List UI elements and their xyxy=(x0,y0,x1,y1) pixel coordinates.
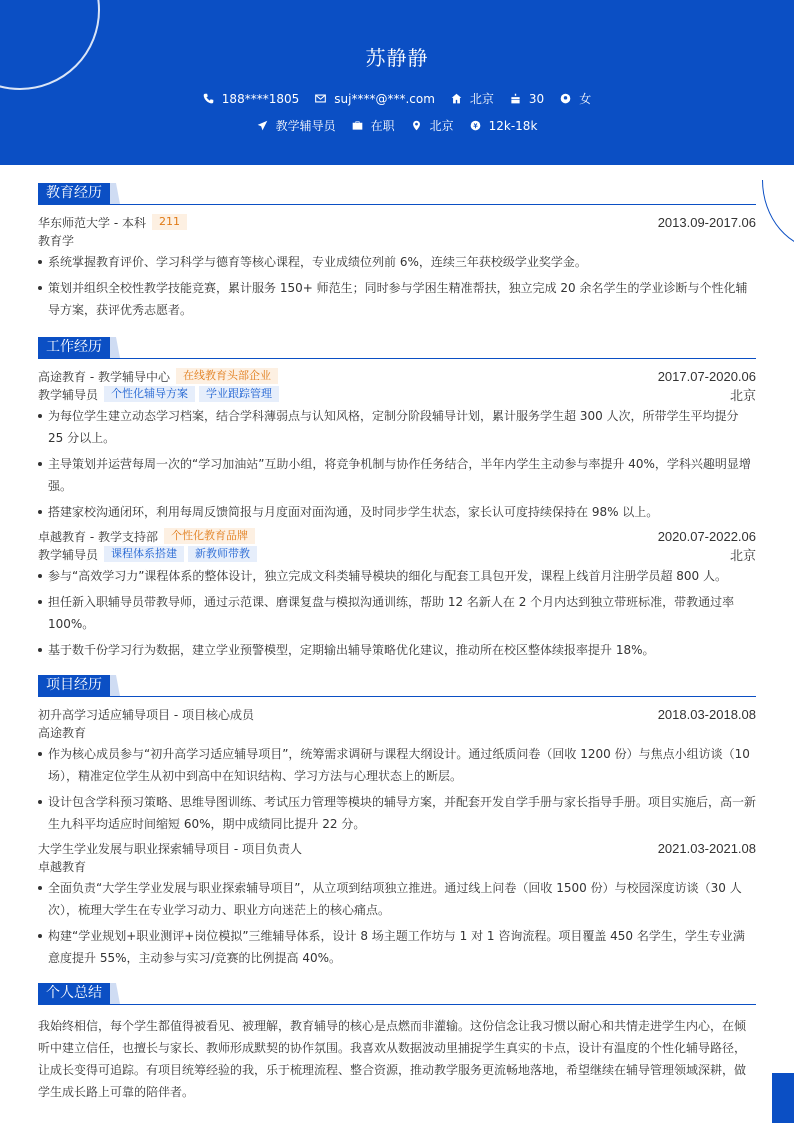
section-title: 工作经历 xyxy=(38,337,110,358)
work-section xyxy=(38,337,756,665)
salary-item xyxy=(470,119,538,133)
decorative-block xyxy=(772,1073,794,1123)
project-name: 大学生学业发展与职业探索辅导项目 - 项目负责人 xyxy=(38,841,302,856)
section-title: 个人总结 xyxy=(38,983,110,1004)
section-header xyxy=(38,675,756,697)
entry-header xyxy=(38,705,756,723)
briefcase-icon xyxy=(352,120,363,131)
list-item: 参与“高效学习力”课程体系的整体设计，独立完成文科类辅导模块的细化与配套工具包开发，课程上线首月注册学员超 800 人。 xyxy=(38,565,756,587)
work-entry xyxy=(38,527,756,661)
summary-text: 我始终相信，每个学生都值得被看见、被理解，教育辅导的核心是点燃而非灌输。这份信念让我习惯以耐心和共情走进学生内心，在倾听中建立信任，也擅长与家长、教师形成默契的协作氛围。我喜欢从数据波动里捕捉学生真实的卡点，设计有温度的个性化辅导路径，让成长变得可追踪。有项目统筹经验的我，乐于梳理流程、整合资源，推动教学服务更流畅地落地，希望继续在辅导管理领域深耕，做学生成长路上可靠的陪伴者。 xyxy=(38,1019,747,1099)
entry-date: 2020.07-2022.06 xyxy=(657,528,756,544)
entry-subheader xyxy=(38,857,756,875)
target-city-item xyxy=(411,117,454,134)
bullet-list xyxy=(38,251,756,321)
project-entry xyxy=(38,839,756,969)
company-name: 高途教育 - 教学辅导中心 xyxy=(38,369,170,384)
list-item: 设计包含学科预习策略、思维导图训练、考试压力管理等模块的辅导方案，并配套开发自学手册与家长指导手册。项目实施后，高一新生九科平均适应时间缩短 60%，期中成绩同比提升 22 分。 xyxy=(38,791,756,835)
entry-header xyxy=(38,527,756,545)
list-item: 主导策划并运营每周一次的“学习加油站”互助小组，将竞争机制与协作任务结合，半年内学生主动参与率提升 40%，学科兴趣明显增强。 xyxy=(38,453,756,497)
company-name: 卓越教育 - 教学支持部 xyxy=(38,529,158,544)
bullet-list xyxy=(38,405,756,523)
school-tag: 211 xyxy=(152,214,187,230)
job-item xyxy=(257,117,336,134)
phone-icon xyxy=(203,93,214,104)
role-tag: 学业跟踪管理 xyxy=(199,386,279,402)
gender-item xyxy=(560,90,591,107)
list-item: 策划并组织全校性教学技能竞赛，累计服务 150+ 师范生；同时参与学困生精准帮扶，独立完成 20 余名学生的学业诊断与个性化辅导方案，获评优秀志愿者。 xyxy=(38,277,756,321)
education-section xyxy=(38,183,756,325)
entry-subheader xyxy=(38,723,756,741)
candidate-name: 苏静静 xyxy=(365,46,429,70)
project-entry xyxy=(38,705,756,835)
section-title: 教育经历 xyxy=(38,183,110,204)
section-title: 项目经历 xyxy=(38,675,110,696)
entry-date: 2017.07-2020.06 xyxy=(657,368,756,384)
resume-header xyxy=(0,0,794,165)
work-entry xyxy=(38,367,756,523)
send-icon xyxy=(257,120,268,131)
entry-date: 2018.03-2018.08 xyxy=(657,706,756,722)
entry-location: 北京 xyxy=(729,387,756,403)
target-city-text: 北京 xyxy=(429,119,454,133)
bullet-list xyxy=(38,565,756,661)
project-name: 初升高学习适应辅导项目 - 项目核心成员 xyxy=(38,707,254,722)
job-text: 教学辅导员 xyxy=(275,119,336,133)
list-item: 搭建家校沟通闭环，利用每周反馈简报与月度面对面沟通，及时同步学生状态，家长认可度持续保持在 98% 以上。 xyxy=(38,501,756,523)
entry-date: 2021.03-2021.08 xyxy=(657,840,756,856)
role-name: 教学辅导员 xyxy=(38,387,99,402)
projects-section xyxy=(38,675,756,973)
role-tag: 课程体系搭建 xyxy=(104,546,184,562)
list-item: 为每位学生建立动态学习档案，结合学科薄弱点与认知风格，定制分阶段辅导计划，累计服务学生超 300 人次，所带学生平均提分 25 分以上。 xyxy=(38,405,756,449)
list-item: 担任新入职辅导员带教导师，通过示范课、磨课复盘与模拟沟通训练，帮助 12 名新人在 2 个月内达到独立带班标准，带教通过率 100%。 xyxy=(38,591,756,635)
entry-subheader xyxy=(38,545,756,563)
money-icon xyxy=(470,120,481,131)
phone-text: 188****1805 xyxy=(221,91,300,106)
project-org: 卓越教育 xyxy=(38,859,87,874)
bullet-list xyxy=(38,877,756,969)
age-item xyxy=(510,92,544,106)
intent-row xyxy=(0,117,794,134)
cake-icon xyxy=(510,93,521,104)
status-item xyxy=(352,117,395,134)
entry-subheader xyxy=(38,385,756,403)
entry-location: 北京 xyxy=(729,547,756,563)
home-icon xyxy=(451,93,462,104)
age-text: 30 xyxy=(528,91,545,106)
company-tag: 个性化教育品牌 xyxy=(164,528,255,544)
summary-section xyxy=(38,983,756,1103)
list-item: 全面负责“大学生学业发展与职业探索辅导项目”，从立项到结项独立推进。通过线上问卷（回收 1500 份）与校园深度访谈（30 人次），梳理大学生在专业学习动力、职业方向迷茫上的核心痛点。 xyxy=(38,877,756,921)
contact-row xyxy=(0,90,794,107)
email-text: suj****@***.com xyxy=(334,91,435,106)
section-header xyxy=(38,337,756,359)
list-item: 作为核心成员参与“初升高学习适应辅导项目”，统筹需求调研与课程大纲设计。通过纸质问卷（回收 1200 份）与焦点小组访谈（10 场），精准定位学生从初中到高中在知识结构、学习方法与心理状态上的断层。 xyxy=(38,743,756,787)
section-header xyxy=(38,183,756,205)
city-item xyxy=(451,90,494,107)
entry-header xyxy=(38,213,756,231)
city-text: 北京 xyxy=(469,92,494,106)
list-item: 构建“学业规划+职业测评+岗位模拟”三维辅导体系，设计 8 场主题工作坊与 1 对 1 咨询流程。项目覆盖 450 名学生，学生专业满意度提升 55%，主动参与实习/竞赛的比例提高 40%。 xyxy=(38,925,756,969)
education-entry xyxy=(38,213,756,321)
salary-text: 12k-18k xyxy=(488,118,538,133)
gender-text: 女 xyxy=(579,92,592,106)
major-name: 教育学 xyxy=(38,233,75,248)
company-tag: 在线教育头部企业 xyxy=(176,368,278,384)
entry-date: 2013.09-2017.06 xyxy=(657,214,756,230)
role-tag: 新教师带教 xyxy=(188,546,257,562)
status-text: 在职 xyxy=(370,119,395,133)
role-name: 教学辅导员 xyxy=(38,547,99,562)
entry-subheader xyxy=(38,231,756,249)
role-tag: 个性化辅导方案 xyxy=(104,386,195,402)
project-org: 高途教育 xyxy=(38,725,87,740)
location-pin-icon xyxy=(411,120,422,131)
list-item: 基于数千份学习行为数据，建立学业预警模型，定期输出辅导策略优化建议，推动所在校区整体续报率提升 18%。 xyxy=(38,639,756,661)
email-item xyxy=(315,92,435,106)
school-name: 华东师范大学 - 本科 xyxy=(38,215,146,230)
entry-header xyxy=(38,367,756,385)
list-item: 系统掌握教育评价、学习科学与德育等核心课程，专业成绩位列前 6%，连续三年获校级学业奖学金。 xyxy=(38,251,756,273)
phone-item xyxy=(203,92,299,106)
bullet-list xyxy=(38,743,756,835)
entry-header xyxy=(38,839,756,857)
section-header xyxy=(38,983,756,1005)
mail-icon xyxy=(315,93,326,104)
gender-icon xyxy=(560,93,571,104)
